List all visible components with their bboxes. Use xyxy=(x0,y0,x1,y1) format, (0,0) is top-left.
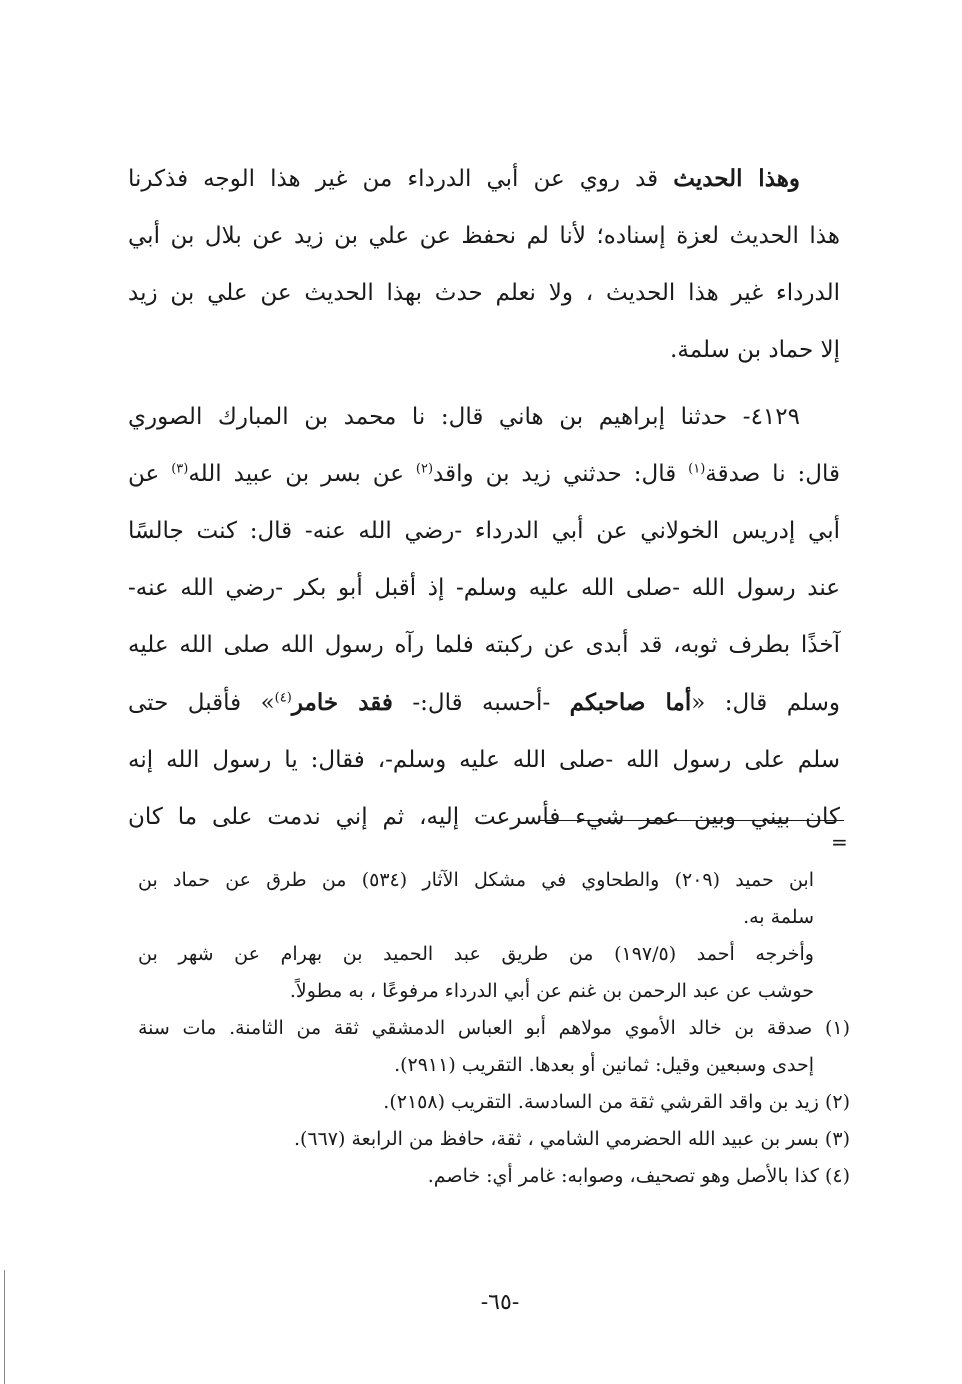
text-line: إلا حماد بن سلمة. xyxy=(670,337,840,363)
paragraph-1 xyxy=(128,150,840,379)
bold-phrase: أما صاحبكم xyxy=(569,689,692,716)
scan-margin-line xyxy=(4,1270,5,1384)
text-line: الدرداء غير هذا الحديث ، ولا نعلم حدث بهذا الحديث عن علي بن زيد xyxy=(128,280,840,306)
page-number: -٦٥- xyxy=(480,1290,520,1315)
footnote-line: (٢) زيد بن واقد القرشي ثقة من السادسة. التقريب (٢١٥٨). xyxy=(383,1091,850,1113)
footnote-4 xyxy=(138,1158,850,1195)
text-line: كان بيني وبين عمر شيء فأسرعت إليه، ثم إني ندمت على ما كان xyxy=(128,804,840,830)
lead-bold-text: وهذا الحديث xyxy=(673,165,801,192)
footnote-line: حوشب عن عبد الرحمن بن غنم عن أبي الدرداء مرفوعًا ، به مطولاً. xyxy=(289,980,814,1002)
footnote-line: إحدى وسبعين وقيل: ثمانين أو بعدها. التقريب (٢٩١١). xyxy=(394,1054,814,1076)
footnote-line: (١) صدقة بن خالد الأموي مولاهم أبو العباس الدمشقي ثقة من الثامنة. مات سنة xyxy=(138,1017,850,1039)
footnote-line: ابن حميد (٢٠٩) والطحاوي في مشكل الآثار (٥٣٤) من طرق عن حماد بن xyxy=(138,869,814,891)
text-line: ٤١٢٩- حدثنا إبراهيم بن هاني قال: نا محمد بن المبارك الصوري xyxy=(128,404,800,430)
footnote-1 xyxy=(138,1010,850,1084)
footnotes xyxy=(138,862,850,1195)
footnote-ref-3[interactable]: (٣) xyxy=(171,461,189,477)
footnote-line: سلمة به. xyxy=(743,906,814,928)
text-line: أبي إدريس الخولاني عن أبي الدرداء -رضي الله عنه- قال: كنت جالسًا xyxy=(128,518,841,544)
text-line: وهذا الحديث قد روي عن أبي الدرداء من غير هذا الوجه فذكرنا xyxy=(128,165,801,192)
text-line: سلم على رسول الله -صلى الله عليه وسلم-، فقال: يا رسول الله إنه xyxy=(128,747,840,773)
bold-phrase: فقد خامر xyxy=(291,689,393,716)
footnote-separator xyxy=(540,820,844,821)
footnote-line: وأخرجه أحمد (١٩٧/٥) من طريق عبد الحميد بن بهرام عن شهر بن xyxy=(138,943,814,965)
text-line: وسلم قال: «أما صاحبكم -أحسبه قال:- فقد خامر$^{(٤)}$» فأقبل حتى xyxy=(128,689,840,716)
text-line: قال: نا صدقة$^{(١)}$ قال: حدثني زيد بن واقد$^{(٢)}$ عن بسر بن عبيد الله$^{(٣)}$ عن xyxy=(128,461,841,487)
footnote-line: (٤) كذا بالأصل وهو تصحيف، وصوابه: غامر أي: خاصم. xyxy=(427,1165,850,1187)
paragraph-hadith-4129 xyxy=(128,389,840,846)
text-line: هذا الحديث لعزة إسناده؛ لأنا لم نحفظ عن علي بن زيد عن بلال بن أبي xyxy=(128,223,840,249)
footnote-ref-4[interactable]: (٤) xyxy=(274,690,292,706)
main-text xyxy=(128,150,840,846)
text-line: آخذًا بطرف ثوبه، قد أبدى عن ركبته فلما رآه رسول الله صلى الله عليه xyxy=(128,632,840,658)
continuation-mark: = xyxy=(831,830,848,854)
footnote-continuation xyxy=(138,862,850,936)
text-line: عند رسول الله -صلى الله عليه وسلم- إذ أقبل أبو بكر -رضي الله عنه- xyxy=(128,575,840,601)
footnote-ref-2[interactable]: (٢) xyxy=(415,461,434,477)
footnote-3 xyxy=(138,1121,850,1158)
footnote-ref-1[interactable]: (١) xyxy=(688,461,706,477)
footnote-continuation xyxy=(138,936,850,1010)
footnote-line: (٣) بسر بن عبيد الله الحضرمي الشامي ، ثقة، حافظ من الرابعة (٦٦٧). xyxy=(293,1128,850,1150)
footnote-2 xyxy=(138,1084,850,1121)
